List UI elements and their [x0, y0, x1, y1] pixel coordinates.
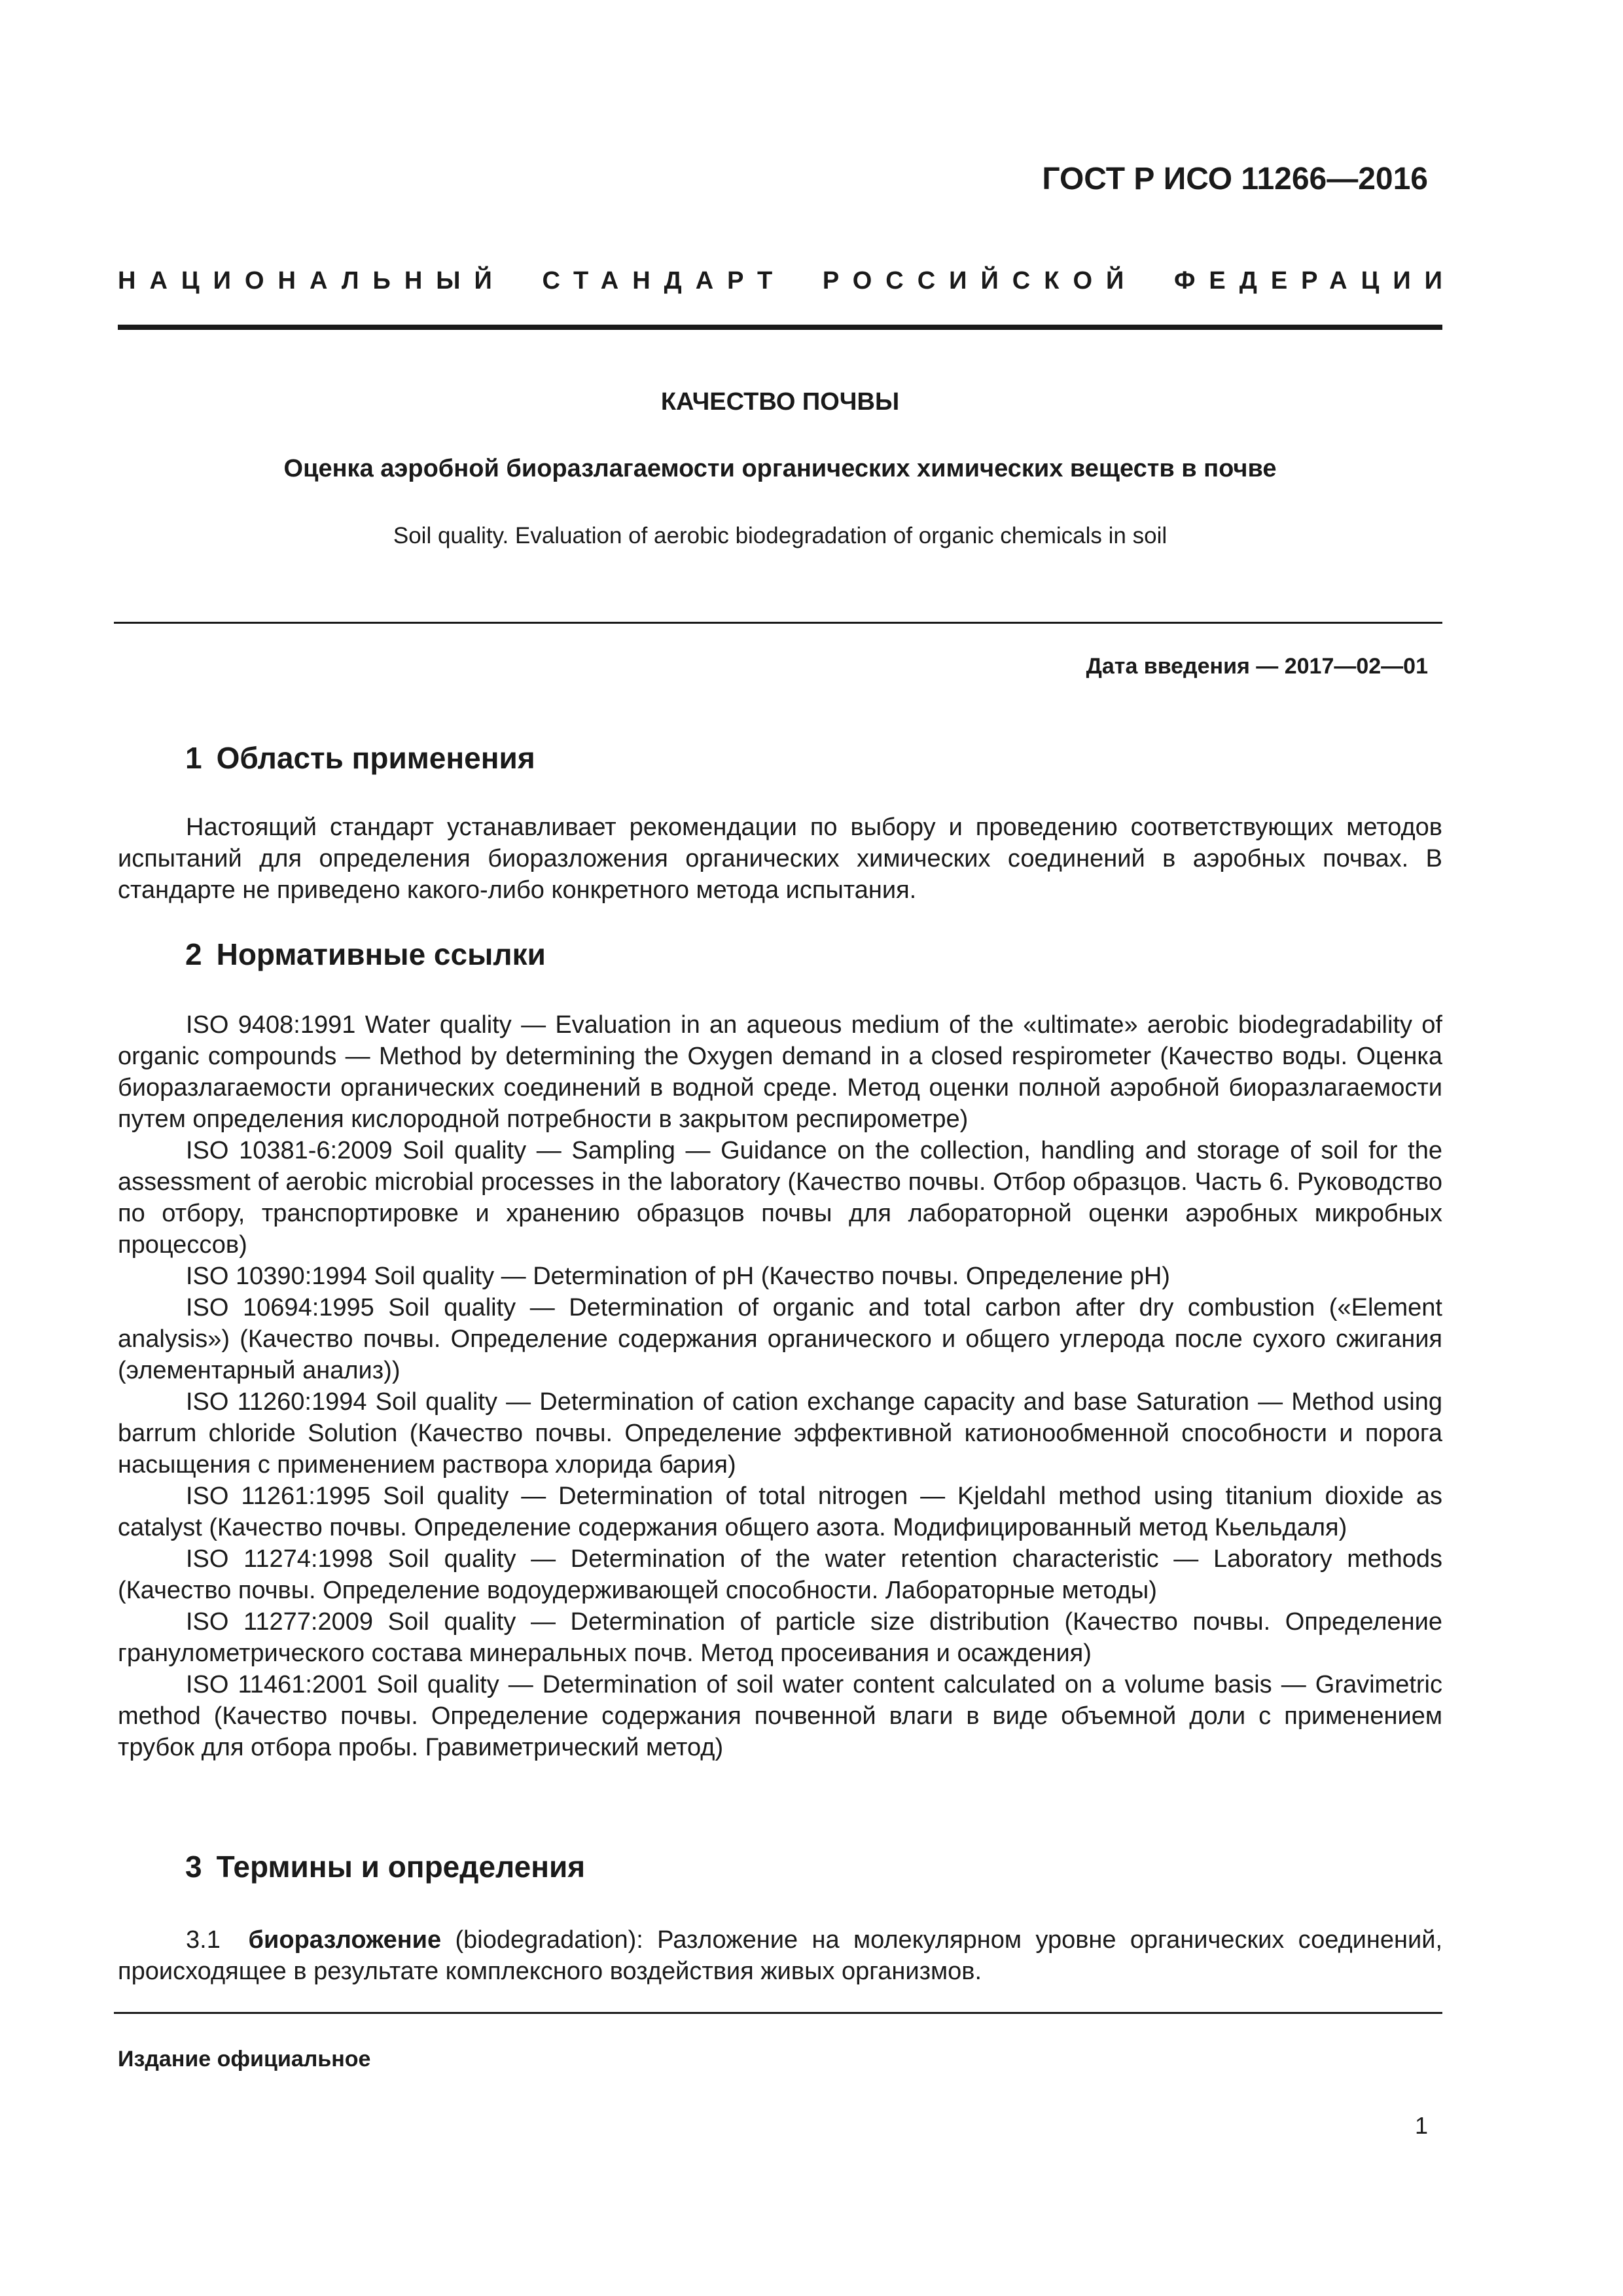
reference-item: ISO 11277:2009 Soil quality — Determination of particle size distribution (Качество почвы. Определение гранулометрического состава минеральных почв. Метод просеивания и осаждения): [118, 1608, 1442, 1667]
defined-term: биоразложение: [248, 1926, 442, 1954]
document-title-english: Soil quality. Evaluation of aerobic biodegradation of organic chemicals in soil: [393, 523, 1168, 548]
reference-item: ISO 10694:1995 Soil quality — Determination of organic and total carbon after dry combustion («Element analysis») (Качество почвы. Определение содержания органического и общего углерода после сухого сжигания (элементарный анализ)): [118, 1294, 1442, 1384]
footer-divider: [114, 2012, 1442, 2014]
reference-item: ISO 11461:2001 Soil quality — Determination of soil water content calculated on a volume basis — Gravimetric method (Качество почвы. Определение содержания почвенной влаги в виде объемной доли с применением трубок для отбора пробы. Гравиметрический метод): [118, 1671, 1442, 1761]
header-divider: [118, 325, 1442, 330]
section-title: Нормативные ссылки: [216, 937, 546, 971]
reference-item: ISO 9408:1991 Water quality — Evaluation in an aqueous medium of the «ultimate» aerobic biodegradability of organic compounds — Method by determining the Oxygen demand in a closed respirometer (Качество воды. Оценка биоразлагаемости органических соединений в водной среде. Метод оценки полной аэробной биоразлагаемости путем определения кислородной потребности в закрытом респирометре): [118, 1011, 1442, 1133]
section-title: Область применения: [216, 741, 535, 775]
standard-designation: ГОСТ Р ИСО 11266—2016: [1042, 162, 1428, 196]
banner-word: СТАНДАРТ: [542, 267, 787, 295]
effective-date: Дата введения — 2017—02—01: [1086, 654, 1428, 679]
section-number: 1: [185, 741, 202, 775]
section-number: 3: [185, 1850, 202, 1884]
official-edition-label: Издание официальное: [118, 2047, 371, 2072]
page-number: 1: [1414, 2112, 1428, 2139]
definition-text: (biodegradation): Разложение на молекулярном уровне органических соединений, происходящее в результате комплексного воздействия живых организмов.: [118, 1926, 1443, 1985]
reference-item: ISO 10390:1994 Soil quality — Determination of pH (Качество почвы. Определение pH): [186, 1263, 1170, 1290]
section-number: 2: [185, 937, 202, 971]
banner-word: НАЦИОНАЛЬНЫЙ: [118, 267, 506, 295]
banner-word: РОССИЙСКОЙ: [822, 267, 1138, 295]
document-title: КАЧЕСТВО ПОЧВЫ: [660, 388, 900, 416]
definition-number: 3.1: [186, 1926, 221, 1954]
section-heading-scope: [185, 740, 535, 776]
scope-paragraph: Настоящий стандарт устанавливает рекомендации по выбору и проведению соответствующих методов испытаний для определения биоразложения органических химических соединений в аэробных почвах. В стандарте не приведено какого-либо конкретного метода испытания.: [118, 814, 1442, 904]
reference-item: ISO 11260:1994 Soil quality — Determination of cation exchange capacity and base Saturation — Method using barrum chloride Solution (Качество почвы. Определение эффективной катионообменной способности и порога насыщения с применением раствора хлорида бария): [118, 1388, 1442, 1479]
reference-item: ISO 11274:1998 Soil quality — Determination of the water retention characteristic — Laboratory methods (Качество почвы. Определение водоудерживающей способности. Лабораторные методы): [118, 1545, 1442, 1604]
reference-item: ISO 11261:1995 Soil quality — Determination of total nitrogen — Kjeldahl method using titanium dioxide as catalyst (Качество почвы. Определение содержания общего азота. Модифицированный метод Кьельдаля): [118, 1482, 1442, 1541]
section-title: Термины и определения: [216, 1850, 586, 1884]
references-list: [118, 1009, 1442, 1763]
banner-word: ФЕДЕРАЦИИ: [1173, 267, 1456, 295]
reference-item: ISO 10381-6:2009 Soil quality — Sampling — Guidance on the collection, handling and storage of soil for the assessment of aerobic microbial processes in the laboratory (Качество почвы. Отбор образцов. Часть 6. Руководство по отбору, транспортировке и хранению образцов почвы для лабораторной оценки аэробных микробных процессов): [118, 1137, 1442, 1259]
document-subtitle: Оценка аэробной биоразлагаемости органических химических веществ в почве: [283, 455, 1277, 482]
section-heading-terms: [185, 1848, 585, 1885]
national-standard-banner: [118, 264, 1456, 297]
section-heading-references: [185, 936, 546, 973]
term-definition: [118, 1924, 1442, 1987]
title-divider: [114, 622, 1442, 624]
